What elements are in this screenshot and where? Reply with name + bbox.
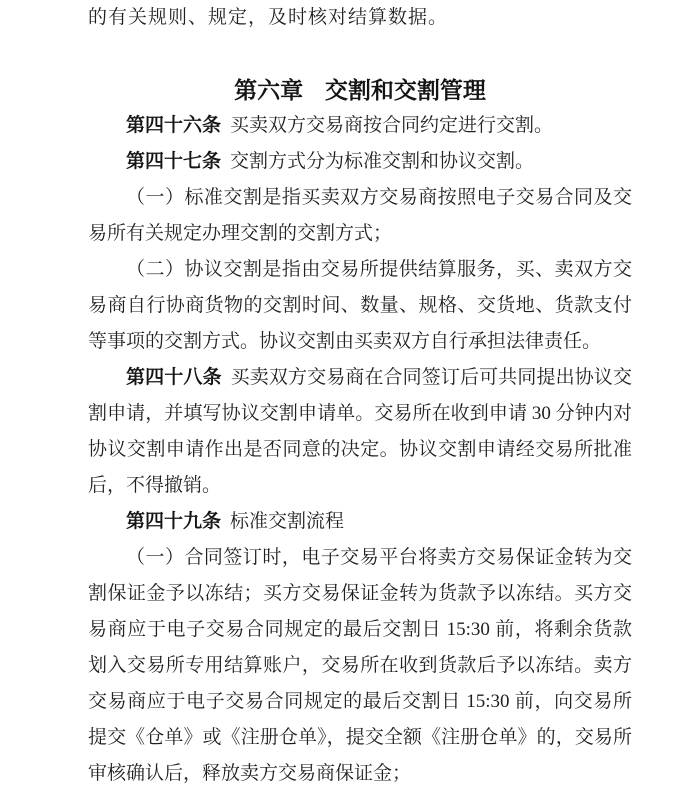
clause-lead: 第四十六条 bbox=[126, 115, 222, 136]
list-item-negotiated-delivery bbox=[88, 252, 632, 360]
list-item-contract-signing bbox=[88, 540, 632, 785]
clause-text: 交割方式分为标准交割和协议交割。 bbox=[230, 151, 535, 172]
clause-text: 买卖双方交易商在合同签订后可共同提出协议交割申请，并填写协议交割申请单。交易所在收到申请 30 分钟内对协议交割申请作出是否同意的决定。协议交割申请经交易所批准后，不得撤销。 bbox=[88, 367, 632, 496]
clause-lead: 第四十九条 bbox=[126, 511, 222, 532]
clause-text: （二）协议交割是指由交易所提供结算服务，买、卖双方交易商自行协商货物的交割时间、数量、规格、交货地、货款支付等事项的交割方式。协议交割由买卖双方自行承担法律责任。 bbox=[88, 259, 632, 352]
clause-paragraph-47 bbox=[88, 144, 632, 180]
clause-text: 买卖双方交易商按合同约定进行交割。 bbox=[230, 115, 554, 136]
clause-lead: 第四十七条 bbox=[126, 151, 222, 172]
list-item-standard-delivery bbox=[88, 180, 632, 252]
continuation-line: 的有关规则、规定，及时核对结算数据。 bbox=[88, 7, 449, 28]
clause-lead: 第四十八条 bbox=[126, 367, 222, 388]
clause-paragraph-46 bbox=[88, 108, 632, 144]
clause-text: 标准交割流程 bbox=[230, 511, 345, 532]
clause-paragraph-48 bbox=[88, 360, 632, 504]
chapter-heading bbox=[88, 72, 632, 108]
chapter-number: 第六章 bbox=[234, 77, 304, 103]
clause-paragraph-49 bbox=[88, 504, 632, 540]
clause-text: （一）标准交割是指买卖双方交易商按照电子交易合同及交易所有关规定办理交割的交割方式； bbox=[88, 187, 632, 244]
clause-text: （一）合同签订时，电子交易平台将卖方交易保证金转为交割保证金予以冻结；买方交易保证金转为货款予以冻结。买方交易商应于电子交易合同规定的最后交割日 15:30 前，将剩余货款划入交易所专用结算账户，交易所在收到货款后予以冻结。卖方交易商应于电子交易合同规定的最后交割日 15:30 前，向交易所提交《仓单》或《注册仓单》，提交全额《注册仓单》的，交易所审核确认后，释放卖方交易商保证金； bbox=[88, 547, 632, 784]
chapter-title: 交割和交割管理 bbox=[324, 77, 486, 103]
